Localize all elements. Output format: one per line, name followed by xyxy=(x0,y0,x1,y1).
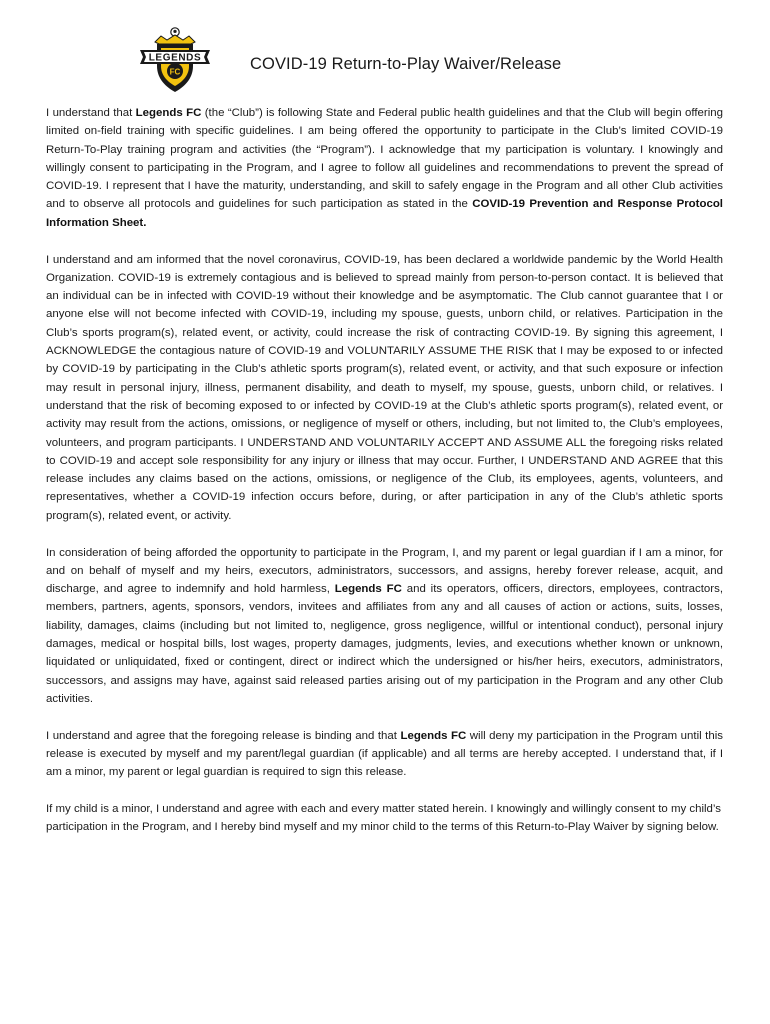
paragraph-text: and its operators, officers, directors, employees, contractors, members, partners, agents, sponsors, vendors, invitees and affiliates from any and all causes of action or actions, suits, losses, liability, damages, claims (including but not limited to, negligence, gross negligence, willful or intentional conduct), personal injury damages, medical or hospital bills, lost wages, property damages, judgments, levies, and executions whether known or unknown, liquidated or unliquidated, fixed or contingent, direct or indirect which the undersigned or his/her heirs, executors, administrators, successors, and assigns may have, against said released parties arising out of my participation in the Program and any other Club activities. xyxy=(46,583,723,705)
bold-text: COVID-19 Prevention and Response Protocol Information Sheet. xyxy=(46,198,723,229)
paragraph-text: I understand and agree that the foregoing release is binding and that xyxy=(46,729,401,742)
waiver-body xyxy=(46,104,723,855)
page-title: COVID-19 Return-to-Play Waiver/Release xyxy=(250,55,562,73)
legends-fc-crest-icon xyxy=(137,26,213,94)
paragraph-text: will deny my participation in the Program until this release is executed by myself and my parent/legal guardian (if applicable) and all terms are hereby accepted. I understand that, if I am a minor, my parent or legal guardian is required to sign this release. xyxy=(46,729,723,779)
waiver-paragraph-1 xyxy=(46,104,723,232)
bold-text: Legends FC xyxy=(334,583,402,596)
paragraph-text: I understand and am informed that the novel coronavirus, COVID-19, has been declared a worldwide pandemic by the World Health Organization. COVID-19 is extremely contagious and is believed to spread mainly from person-to-person contact. It is believed that an individual can be in infected with COVID-19 without their knowledge and be asymptomatic. The Club cannot guarantee that I or anyone else will not become infected with COVID-19, including my spouse, guests, unborn child, or relatives. Participation in the Club’s sports program(s), related event, or activity, could increase the risk of contracting COVID-19. By signing this agreement, I ACKNOWLEDGE the contagious nature of COVID-19 and VOLUNTARILY ASSUME THE RISK that I may be exposed to or infected by COVID-19 by participating in the Club’s athletic sports program(s), related event, or activity, and that such exposure or infection may result in personal injury, illness, permanent disability, and death to myself, my spouse, guests, unborn child, or relatives. I understand that the risk of becoming exposed to or infected by COVID-19 at the Club’s athletic sports program(s), related event, or activity may result from the actions, omissions, or negligence of myself or others, including, but not limited to, the Club’s employees, volunteers, and program participants. I UNDERSTAND AND VOLUNTARILY ACCEPT AND ASSUME ALL the foregoing risks related to COVID-19 and accept sole responsibility for any injury or illness that may occur. Further, I UNDERSTAND AND AGREE that this release includes any claims based on the actions, omissions, or negligence of the Club, its employees, agents, volunteers, and representatives, whether a COVID-19 infection occurs before, during, or after participation in any of the Club’s athletic sports program(s), related event, or activity. xyxy=(46,253,723,522)
svg-text:LEGENDS: LEGENDS xyxy=(148,52,202,64)
paragraph-text: In consideration of being afforded the opportunity to participate in the Program, I, and my parent or legal guardian if I am a minor, for and on behalf of myself and my heirs, executors, administrators, successors, and assigns, hereby forever release, acquit, and discharge, and agree to indemnify and hold harmless, xyxy=(46,546,723,596)
paragraph-text: (the “Club”) is following State and Federal public health guidelines and that the Club will begin offering limited on-field training with specific guidelines. I am being offered the opportunity to participate in the Club’s limited COVID-19 Return-To-Play training program and activities (the “Program”). I acknowledge that my participation is voluntary. I knowingly and willingly consent to participating in the Program, and I agree to follow all guidelines and recommendations to prevent the spread of COVID-19. I represent that I have the maturity, understanding, and skill to safely engage in the Program and all other Club activities and to observe all protocols and guidelines for such participation as stated in the xyxy=(46,107,723,211)
paragraph-text: I understand that xyxy=(46,107,136,119)
bold-text: Legends FC xyxy=(400,729,467,742)
waiver-paragraph-5 xyxy=(46,800,723,837)
bold-text: Legends FC xyxy=(135,107,202,119)
paragraph-text: If my child is a minor, I understand and agree with each and every matter stated herein. I knowingly and willingly consent to my child’s participation in the Program, and I hereby bind myself and my minor child to the terms of this Return-to-Play Waiver by signing below. xyxy=(46,803,721,834)
waiver-paragraph-2 xyxy=(46,251,723,525)
waiver-paragraph-4 xyxy=(46,727,723,782)
waiver-paragraph-3 xyxy=(46,544,723,709)
svg-text:FC: FC xyxy=(169,67,181,77)
